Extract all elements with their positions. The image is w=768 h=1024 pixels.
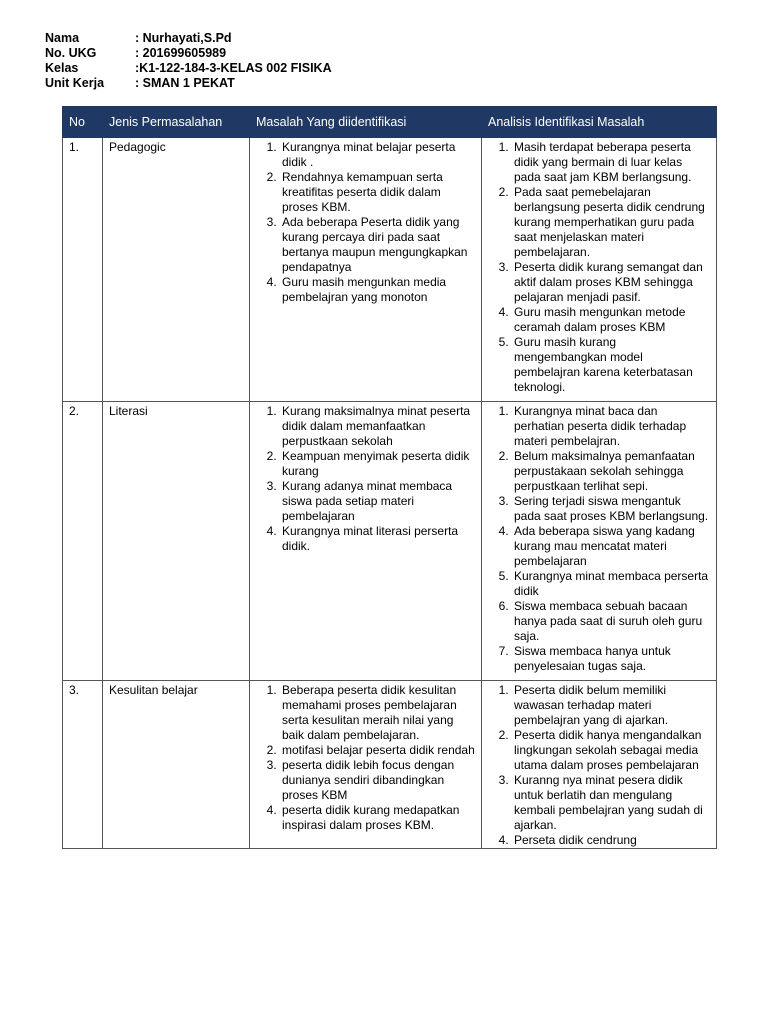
list-item: 3. peserta didik lebih focus dengan dunianya sendiri dibandingkan proses KBM — [280, 758, 475, 803]
analysis-list — [488, 140, 710, 395]
row-number: 2. — [63, 402, 103, 681]
row-number: 3. — [63, 681, 103, 849]
header-row-no-ukg — [45, 46, 332, 61]
list-item: 7. Siswa membaca hanya untuk penyelesaian tugas saja. — [512, 644, 710, 674]
list-item: 4. peserta didik kurang medapatkan inspirasi dalam proses KBM. — [280, 803, 475, 833]
list-item: 4. Kurangnya minat literasi perserta didik. — [280, 524, 475, 554]
analysis-cell — [482, 681, 717, 849]
column-header-jenis: Jenis Permasalahan — [103, 107, 250, 138]
header-value: : 201699605989 — [135, 46, 227, 60]
table-row — [63, 402, 717, 681]
analysis-list — [488, 404, 710, 674]
problem-type: Literasi — [103, 402, 250, 681]
column-header-analisis: Analisis Identifikasi Masalah — [482, 107, 717, 138]
list-item: 3. Peserta didik kurang semangat dan aktif dalam proses KBM sehingga pelajaran menjadi pasif. — [512, 260, 710, 305]
header-label: Nama — [45, 31, 80, 45]
list-item: 2. Pada saat pemebelajaran berlangsung peserta didik cendrung kurang memperhatikan guru pada saat menjelaskan materi pembelajaran. — [512, 185, 710, 260]
column-header-masalah: Masalah Yang diidentifikasi — [250, 107, 482, 138]
list-item: 5. Kurangnya minat membaca perserta didik — [512, 569, 710, 599]
list-item: 3. Sering terjadi siswa mengantuk pada saat proses KBM berlangsung. — [512, 494, 710, 524]
identified-problems-list — [256, 140, 475, 305]
table-row — [63, 681, 717, 849]
identified-problems-cell — [250, 138, 482, 402]
header-value: : SMAN 1 PEKAT — [135, 76, 235, 90]
list-item: 3. Ada beberapa Peserta didik yang kurang percaya diri pada saat bertanya maupun mengungkapkan pendapatnya — [280, 215, 475, 275]
table-row — [63, 138, 717, 402]
header-row-kelas — [45, 61, 332, 76]
column-header-no: No — [63, 107, 103, 138]
identified-problems-cell — [250, 402, 482, 681]
table-header-row — [63, 107, 717, 138]
list-item: 5. Guru masih kurang mengembangkan model pembelajran karena keterbatasan teknologi. — [512, 335, 710, 395]
list-item: 4. Perseta didik cendrung — [512, 833, 710, 848]
identified-problems-list — [256, 404, 475, 554]
header-label: Kelas — [45, 61, 79, 75]
list-item: 1. Masih terdapat beberapa peserta didik yang bermain di luar kelas pada saat jam KBM berlangsung. — [512, 140, 710, 185]
row-number: 1. — [63, 138, 103, 402]
list-item: 2. Belum maksimalnya pemanfaatan perpustakaan sekolah sehingga perpustkaan terlihat sepi. — [512, 449, 710, 494]
list-item: 4. Ada beberapa siswa yang kadang kurang mau mencatat materi pembelajaran — [512, 524, 710, 569]
list-item: 4. Guru masih mengunkan media pembelajran yang monoton — [280, 275, 475, 305]
problem-identification-table — [62, 106, 717, 849]
header-row-unit-kerja — [45, 76, 332, 91]
header-label: Unit Kerja — [45, 76, 105, 90]
list-item: 6. Siswa membaca sebuah bacaan hanya pada saat di suruh oleh guru saja. — [512, 599, 710, 644]
identified-problems-list — [256, 683, 475, 833]
identity-header — [45, 31, 332, 91]
list-item: 2. Rendahnya kemampuan serta kreatifitas peserta didik dalam proses KBM. — [280, 170, 475, 215]
problem-type: Pedagogic — [103, 138, 250, 402]
analysis-cell — [482, 402, 717, 681]
analysis-cell — [482, 138, 717, 402]
list-item: 2. motifasi belajar peserta didik rendah — [280, 743, 475, 758]
header-value: :K1-122-184-3-KELAS 002 FISIKA — [135, 61, 332, 75]
list-item: 1. Kurang maksimalnya minat peserta didik dalam memanfaatkan perpustkaan sekolah — [280, 404, 475, 449]
list-item: 2. Keampuan menyimak peserta didik kurang — [280, 449, 475, 479]
problem-type: Kesulitan belajar — [103, 681, 250, 849]
identified-problems-cell — [250, 681, 482, 849]
header-label: No. UKG — [45, 46, 97, 60]
list-item: 3. Kurang adanya minat membaca siswa pada setiap materi pembelajaran — [280, 479, 475, 524]
header-row-nama — [45, 31, 332, 46]
list-item: 1. Kurangnya minat belajar peserta didik . — [280, 140, 475, 170]
list-item: 1. Kurangnya minat baca dan perhatian peserta didik terhadap materi pembelajran. — [512, 404, 710, 449]
list-item: 1. Peserta didik belum memiliki wawasan terhadap materi pembelajran yang di ajarkan. — [512, 683, 710, 728]
header-value: : Nurhayati,S.Pd — [135, 31, 232, 45]
analysis-list — [488, 683, 710, 848]
list-item: 1. Beberapa peserta didik kesulitan memahami proses pembelajaran serta kesulitan meraih nilai yang baik dalam pembelajaran. — [280, 683, 475, 743]
list-item: 4. Guru masih mengunkan metode ceramah dalam proses KBM — [512, 305, 710, 335]
list-item: 3. Kuranng nya minat pesera didik untuk berlatih dan mengulang kembali pembelajran yang sudah di ajarkan. — [512, 773, 710, 833]
list-item: 2. Peserta didik hanya mengandalkan lingkungan sekolah sebagai media utama dalam proses pembelajaran — [512, 728, 710, 773]
